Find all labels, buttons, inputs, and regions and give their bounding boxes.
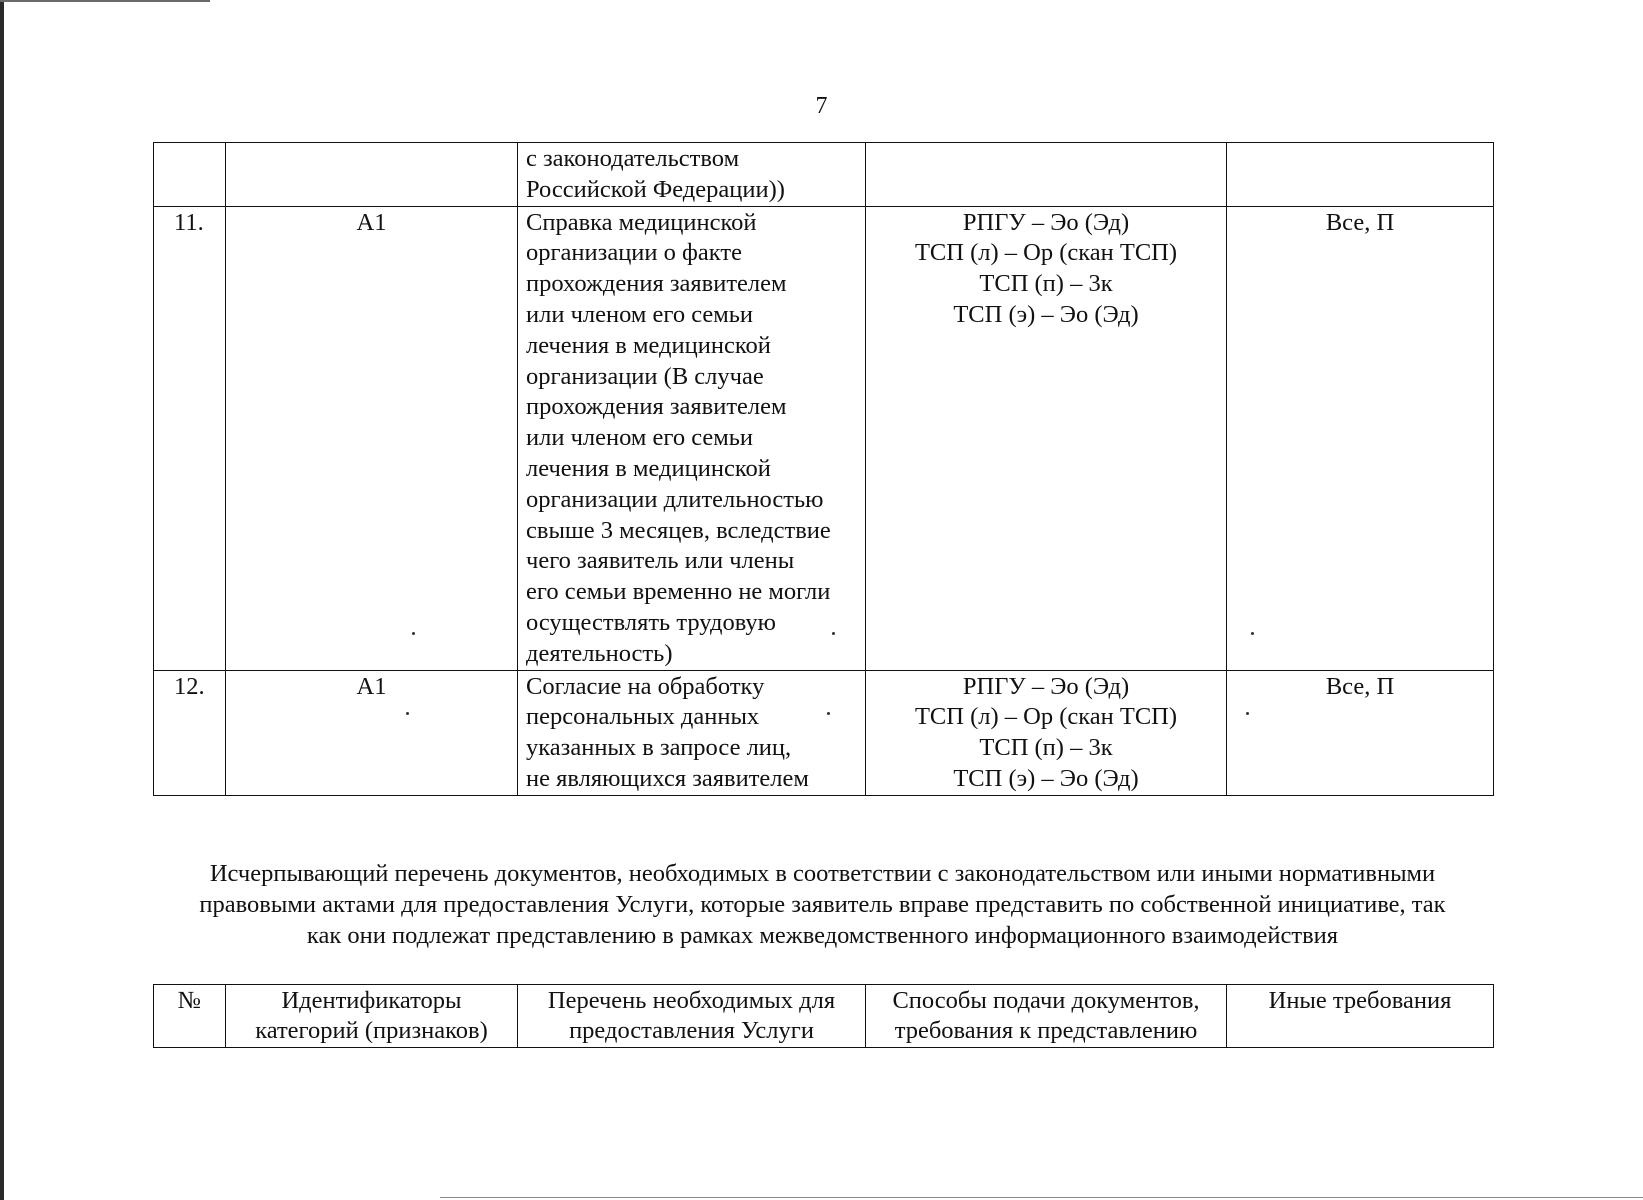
scan-speck [827, 712, 830, 715]
other-requirements-cell: Все, П [1227, 670, 1494, 795]
document-line: деятельность) [526, 639, 673, 667]
document-line: свыше 3 месяцев, вследствие [526, 516, 831, 544]
row-number-cell [154, 143, 226, 207]
document-cell [518, 670, 866, 795]
scan-speck [1251, 632, 1254, 635]
section-heading [150, 858, 1495, 951]
submission-ways-cell [866, 143, 1227, 207]
table-row [154, 670, 1494, 795]
document-line: или членом его семьи [526, 424, 754, 452]
header-line: Идентификаторы [281, 987, 462, 1014]
document-line: Российской Федерации)) [526, 175, 785, 203]
document-line: персональных данных [526, 703, 760, 731]
row-number-cell: 12. [154, 670, 226, 795]
header-submission-ways [866, 985, 1227, 1048]
header-category-ids [226, 985, 518, 1048]
documents-table [153, 142, 1494, 796]
header-other-requirements: Иные требования [1227, 985, 1494, 1048]
interagency-documents-table [153, 984, 1494, 1048]
header-line: требования к представлению [894, 1017, 1198, 1044]
submission-way-line: ТСП (л) – Ор (скан ТСП) [914, 703, 1178, 731]
table-row [154, 143, 1494, 207]
page-number: 7 [815, 93, 828, 119]
submission-way-line: РПГУ – Эо (Эд) [962, 208, 1130, 236]
document-line: осуществлять трудовую [526, 608, 776, 636]
other-requirements-cell: Все, П [1227, 206, 1494, 670]
submission-ways-cell [866, 670, 1227, 795]
table-row [154, 206, 1494, 670]
table-header-row [154, 985, 1494, 1048]
document-line: прохождения заявителем [526, 393, 787, 421]
document-cell [518, 206, 866, 670]
header-line: категорий (признаков) [255, 1017, 488, 1044]
scan-edge-top [0, 0, 210, 2]
document-line: лечения в медицинской [526, 454, 771, 482]
section-heading-line: правовыми актами для предоставления Услуги, которые заявитель вправе представить по собственной инициативе, так [199, 891, 1446, 918]
document-line: организации о факте [526, 239, 742, 267]
scan-edge-left [0, 0, 4, 1200]
submission-ways-cell [866, 206, 1227, 670]
header-line: Перечень необходимых для [547, 987, 836, 1014]
document-line: указанных в запросе лиц, [526, 734, 792, 762]
scan-speck [406, 712, 409, 715]
submission-way-line: ТСП (п) – 3к [979, 734, 1113, 762]
scan-speck [412, 632, 415, 635]
submission-way-line: РПГУ – Эо (Эд) [962, 672, 1130, 700]
scan-speck [1246, 712, 1249, 715]
submission-way-line: ТСП (э) – Эо (Эд) [953, 300, 1139, 328]
submission-way-line: ТСП (э) – Эо (Эд) [953, 764, 1139, 792]
document-line: не являющихся заявителем [526, 764, 809, 792]
header-documents-list [518, 985, 866, 1048]
submission-way-line: ТСП (л) – Ор (скан ТСП) [914, 239, 1178, 267]
document-line: лечения в медицинской [526, 331, 771, 359]
document-line: или членом его семьи [526, 300, 754, 328]
document-line: чего заявитель или члены [526, 547, 795, 575]
document-cell [518, 143, 866, 207]
category-id-cell: А1 [226, 670, 518, 795]
document-line: его семьи временно не могли [526, 578, 831, 606]
category-id-cell [226, 143, 518, 207]
document-line: Справка медицинской [526, 208, 757, 236]
document-line: Согласие на обработку [526, 672, 765, 700]
category-id-cell: А1 [226, 206, 518, 670]
document-line: организации (В случае [526, 362, 764, 390]
document-line: прохождения заявителем [526, 270, 787, 298]
other-requirements-cell [1227, 143, 1494, 207]
header-number: № [154, 985, 226, 1048]
header-line: предоставления Услуги [569, 1017, 814, 1044]
section-heading-line: как они подлежат представлению в рамках межведомственного информационного взаимодействия [306, 922, 1339, 949]
section-heading-line: Исчерпывающий перечень документов, необходимых в соответствии с законодательством или иными нормативными [209, 860, 1436, 887]
header-line: Способы подачи документов, [892, 987, 1200, 1014]
scan-edge-bottom [440, 1197, 1643, 1198]
scan-speck [832, 632, 835, 635]
submission-way-line: ТСП (п) – 3к [979, 270, 1113, 298]
document-line: с законодательством [526, 145, 740, 172]
document-line: организации длительностью [526, 485, 824, 513]
row-number-cell: 11. [154, 206, 226, 670]
